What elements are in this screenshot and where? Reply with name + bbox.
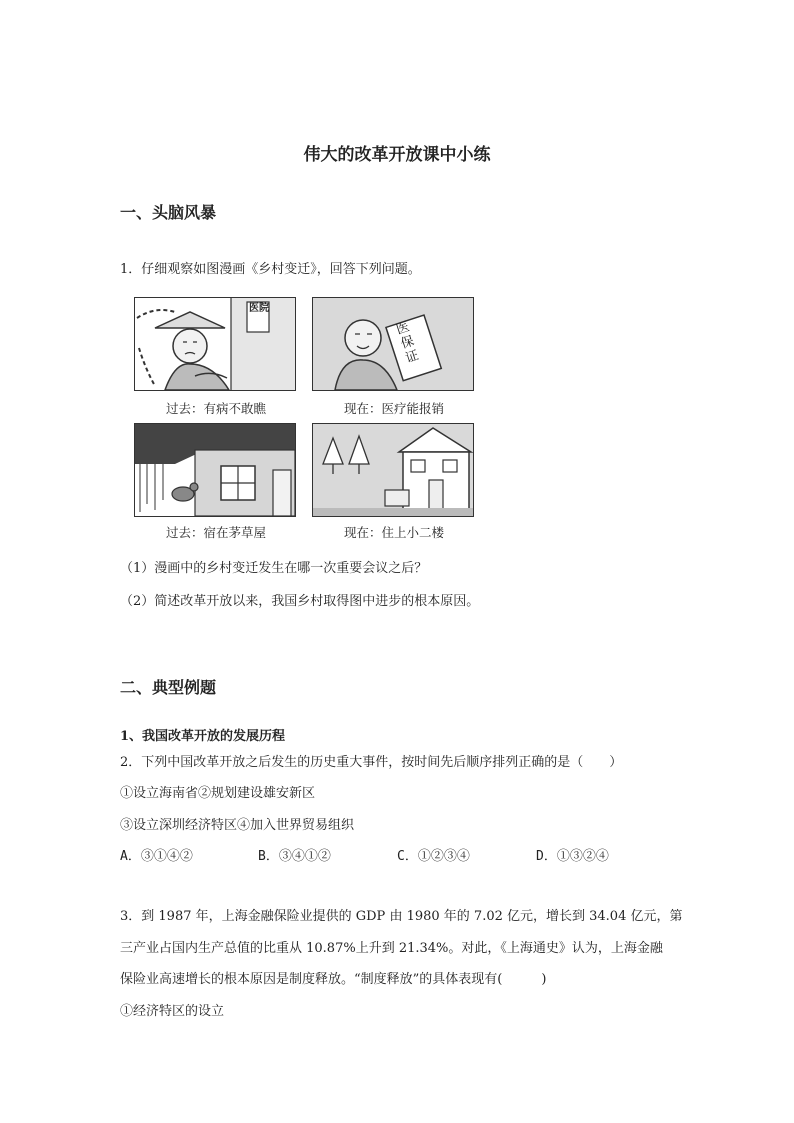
q2-option-a[interactable]: A．③①④② <box>120 849 193 864</box>
comic-panel-past-sick <box>134 297 296 391</box>
insurance-card-text: 医保证 <box>394 319 421 367</box>
hospital-sign: 医院 <box>249 303 269 314</box>
section1-heading: 一、头脑风暴 <box>120 203 217 222</box>
elder-with-insurance-card-illustration <box>313 298 473 390</box>
two-storey-house-illustration <box>313 424 473 516</box>
comic-panel-past-hut <box>134 423 296 517</box>
comic-panel-now-house <box>312 423 474 517</box>
q1-sub-question-1: （1）漫画中的乡村变迁发生在哪一次重要会议之后？ <box>120 561 428 576</box>
q3-line-3: 保险业高速增长的根本原因是制度释放。“制度释放”的具体表现有( ) <box>120 972 547 987</box>
q3-line-4: ①经济特区的设立 <box>120 1004 225 1019</box>
caption-panel-3: 过去：宿在茅草屋 <box>165 525 266 540</box>
sick-farmer-illustration <box>135 298 295 390</box>
caption-panel-4: 现在：住上小二楼 <box>343 525 444 540</box>
q2-prompt: 2．下列中国改革开放之后发生的历史重大事件，按时间先后顺序排列正确的是（ ） <box>120 755 623 770</box>
q3-line-2: 三产业占国内生产总值的比重从 10.87%上升到 21.34%。对此，《上海通史》认为，上海金融 <box>120 941 663 956</box>
thatched-hut-illustration <box>135 424 295 516</box>
q2-option-c[interactable]: C．①②③④ <box>397 849 470 864</box>
q2-option-b[interactable]: B．③④①② <box>258 849 331 864</box>
caption-panel-1: 过去：有病不敢瞧 <box>165 401 266 416</box>
caption-panel-2: 现在：医疗能报销 <box>343 401 444 416</box>
q2-line-2: ③设立深圳经济特区④加入世界贸易组织 <box>120 818 355 833</box>
q2-option-d[interactable]: D．①③②④ <box>536 849 609 864</box>
comic-panel-now-insurance <box>312 297 474 391</box>
q1-prompt: 1．仔细观察如图漫画《乡村变迁》，回答下列问题。 <box>120 262 421 277</box>
topic-heading: 1、我国改革开放的发展历程 <box>120 729 286 744</box>
q2-line-1: ①设立海南省②规划建设雄安新区 <box>120 786 316 801</box>
q1-sub-question-2: （2）简述改革开放以来，我国乡村取得图中进步的根本原因。 <box>120 594 480 609</box>
q3-line-1: 3．到 1987 年，上海金融保险业提供的 GDP 由 1980 年的 7.02 亿元，增长到 34.04 亿元，第 <box>120 909 683 924</box>
page-title: 伟大的改革开放课中小练 <box>303 145 491 165</box>
section2-heading: 二、典型例题 <box>120 678 217 697</box>
